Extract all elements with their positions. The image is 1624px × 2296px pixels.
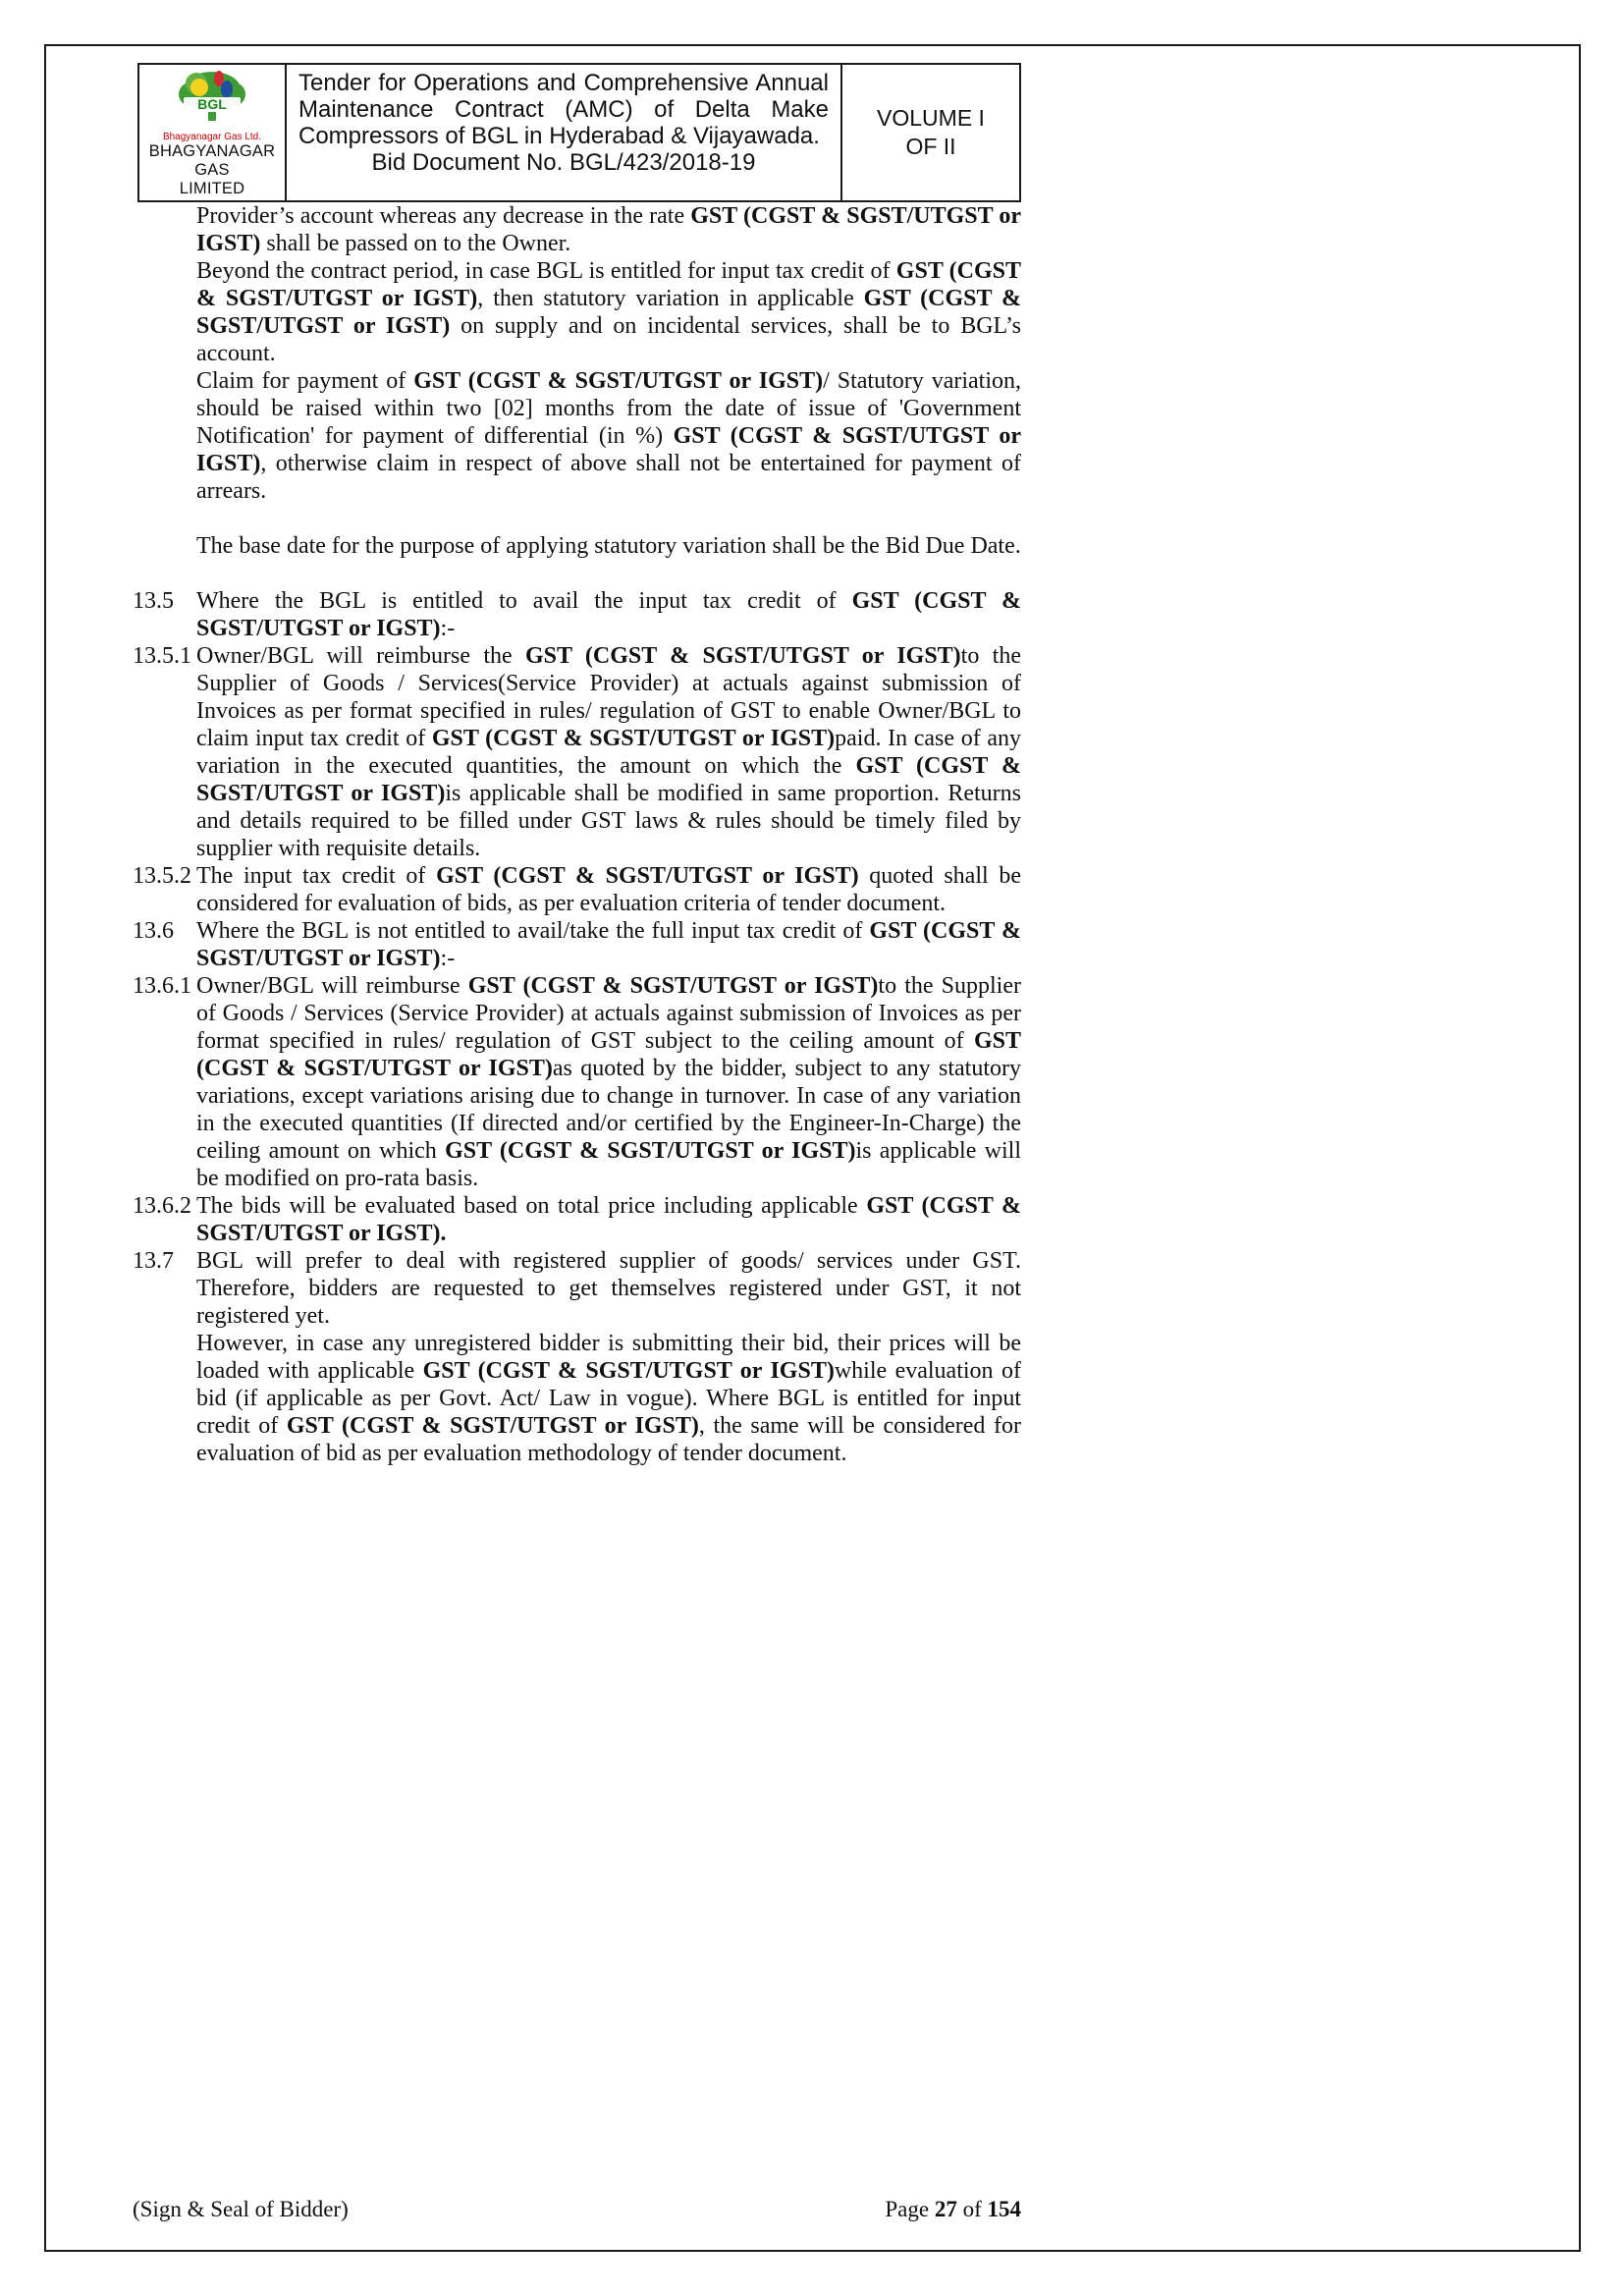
clause-paragraph bbox=[133, 917, 1021, 972]
clause-paragraph bbox=[133, 972, 1021, 1192]
tender-title-line: Tender for Operations and Comprehensive Annual bbox=[298, 70, 829, 96]
clause-text: Owner/BGL will reimburse GST (CGST & SGST/UTGST or IGST)to the Supplier of Goods / Services (Service Provider) at actuals against submission of Invoices as per format specified in rules/ regulation of GST subject to the ceiling amount of GST (CGST & SGST/UTGST or IGST)as quoted by the bidder, subject to any statutory variations, except variations arising due to change in turnover. In case of any variation in the executed quantities (If directed and/or certified by the Engineer-In-Charge) the ceiling amount on which GST (CGST & SGST/UTGST or IGST)is applicable will be modified on pro-rata basis. bbox=[196, 973, 1021, 1191]
title-cell bbox=[287, 65, 842, 200]
clause-text: The input tax credit of GST (CGST & SGST/UTGST or IGST) quoted shall be considered for evaluation of bids, as per evaluation criteria of tender document. bbox=[196, 863, 1021, 916]
logo-cell bbox=[139, 65, 287, 200]
clause-text: Provider’s account whereas any decrease in the rate GST (CGST & SGST/UTGST or IGST) shall be passed on to the Owner. bbox=[196, 203, 1021, 256]
clause-text: However, in case any unregistered bidder is submitting their bid, their prices will be loaded with applicable GST (CGST & SGST/UTGST or IGST)while evaluation of bid (if applicable as per Govt. Act/ Law in vogue). Where BGL is entitled for input credit of GST (CGST & SGST/UTGST or IGST), the same will be considered for evaluation of bid as per evaluation methodology of tender document. bbox=[196, 1331, 1022, 1466]
bid-document-number: Bid Document No. BGL/423/2018-19 bbox=[371, 149, 756, 176]
clause-paragraph bbox=[133, 1330, 1021, 1467]
clause-number: 13.5.2 bbox=[133, 863, 191, 889]
clause-number: 13.6 bbox=[133, 918, 174, 944]
clause-paragraph bbox=[133, 1247, 1021, 1330]
clause-paragraph bbox=[133, 862, 1021, 917]
clause-paragraph bbox=[133, 367, 1021, 505]
clause-text: The bids will be evaluated based on total price including applicable GST (CGST & SGST/UTGST or IGST). bbox=[196, 1193, 1021, 1246]
page-prefix: Page bbox=[885, 2197, 935, 2221]
footer bbox=[133, 2196, 1021, 2222]
clause-text: Where the BGL is not entitled to avail/take the full input tax credit of GST (CGST & SGST/UTGST or IGST):- bbox=[196, 918, 1021, 971]
clause-paragraph bbox=[133, 532, 1021, 560]
clause-number: 13.5.1 bbox=[133, 643, 191, 669]
clause-text: Owner/BGL will reimburse the GST (CGST & SGST/UTGST or IGST)to the Supplier of Goods / Services(Service Provider) at actuals against submission of Invoices as per format specified in rules/ regulation of GST to enable Owner/BGL to claim input tax credit of GST (CGST & SGST/UTGST or IGST)paid. In case of any variation in the executed quantities, the amount on which the GST (CGST & SGST/UTGST or IGST)is applicable shall be modified in same proportion. Returns and details required to be filled under GST laws & rules should be timely filed by supplier with requisite details. bbox=[196, 643, 1021, 861]
clause-number: 13.6.1 bbox=[133, 973, 191, 999]
logo-tagline: Bhagyanagar Gas Ltd. bbox=[162, 132, 262, 142]
clause-number: 13.5 bbox=[133, 588, 174, 614]
clause-text: Claim for payment of GST (CGST & SGST/UTGST or IGST)/ Statutory variation, should be raised within two [02] months from the date of issue of 'Government Notification' for payment of differential (in %) GST (CGST & SGST/UTGST or IGST), otherwise claim in respect of above shall not be entertained for payment of arrears. bbox=[196, 368, 1022, 504]
volume-line-2: OF II bbox=[905, 134, 956, 159]
clause-text: Beyond the contract period, in case BGL is entitled for input tax credit of GST (CGST & SGST/UTGST or IGST), then statutory variation in applicable GST (CGST & SGST/UTGST or IGST) on supply and on incidental services, shall be to BGL’s account. bbox=[196, 258, 1022, 366]
page-current: 27 bbox=[934, 2197, 957, 2221]
clause-text: BGL will prefer to deal with registered supplier of goods/ services under GST. Therefore, bidders are requested to get themselves registered under GST, it not registered yet. bbox=[196, 1248, 1021, 1329]
clause-paragraph bbox=[133, 642, 1021, 862]
document-body bbox=[133, 202, 1021, 1467]
tender-title-line: Maintenance Contract (AMC) of Delta Make bbox=[298, 96, 829, 123]
clause-paragraph bbox=[133, 587, 1021, 642]
volume-cell bbox=[842, 65, 1019, 200]
page-middle: of bbox=[956, 2197, 988, 2221]
page-total: 154 bbox=[987, 2197, 1021, 2221]
clause-paragraph bbox=[133, 202, 1021, 257]
page-number bbox=[885, 2196, 1021, 2222]
org-name-line2: LIMITED bbox=[179, 180, 245, 197]
clause-text: The base date for the purpose of applying statutory variation shall be the Bid Due Date. bbox=[196, 533, 1021, 559]
volume-line-1: VOLUME I bbox=[877, 105, 985, 131]
org-name-line1: BHAGYANAGAR GAS bbox=[148, 142, 276, 179]
clause-text: Where the BGL is entitled to avail the input tax credit of GST (CGST & SGST/UTGST or IGST):- bbox=[196, 588, 1021, 641]
sign-seal-label: (Sign & Seal of Bidder) bbox=[133, 2197, 349, 2221]
header-table bbox=[137, 63, 1021, 202]
tender-title-line: Compressors of BGL in Hyderabad & Vijayawada. bbox=[298, 123, 820, 149]
clause-paragraph bbox=[133, 1192, 1021, 1247]
clause-number: 13.6.2 bbox=[133, 1193, 191, 1219]
bgl-logo-icon bbox=[167, 68, 257, 129]
clause-paragraph bbox=[133, 257, 1021, 367]
logo-monogram: BGL bbox=[197, 96, 227, 112]
clause-number: 13.7 bbox=[133, 1248, 174, 1274]
